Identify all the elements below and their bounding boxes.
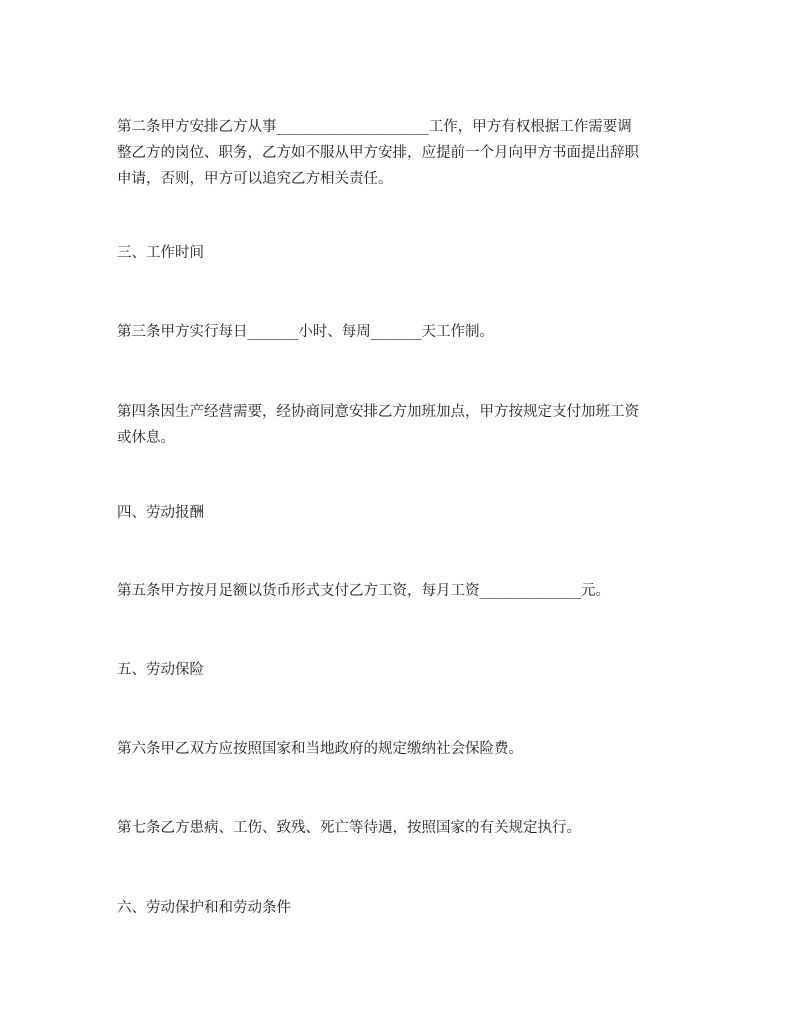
section-5-heading: 五、劳动保险: [117, 662, 204, 678]
article-6-paragraph: 第六条甲乙双方应按照国家和当地政府的规定缴纳社会保险费。: [117, 741, 523, 757]
section-6-heading: 六、劳动保护和和劳动条件: [117, 900, 291, 916]
article-4-line-1: 第四条因生产经营需要，经协商同意安排乙方加班加点，甲方按规定支付加班工资: [117, 404, 639, 420]
section-3-heading: 三、工作时间: [117, 245, 204, 261]
article-3-paragraph: 第三条甲方实行每日_______小时、每周_______天工作制。: [117, 324, 494, 340]
article-7-paragraph: 第七条乙方患病、工伤、致残、死亡等待遇，按照国家的有关规定执行。: [117, 820, 581, 836]
article-4-paragraph: [117, 399, 683, 451]
article-4-line-2: 或休息。: [117, 430, 175, 446]
article-2-paragraph: [117, 114, 683, 192]
article-2-line-2: 整乙方的岗位、职务，乙方如不服从甲方安排，应提前一个月向甲方书面提出辞职: [117, 145, 639, 161]
article-2-line-1: 第二条甲方安排乙方从事_____________________工作，甲方有权根据工作需要调: [117, 119, 632, 135]
article-5-paragraph: 第五条甲方按月足额以货币形式支付乙方工资，每月工资______________元。: [117, 583, 610, 599]
article-2-line-3: 申请，否则，甲方可以追究乙方相关责任。: [117, 171, 393, 187]
section-4-heading: 四、劳动报酬: [117, 505, 204, 521]
